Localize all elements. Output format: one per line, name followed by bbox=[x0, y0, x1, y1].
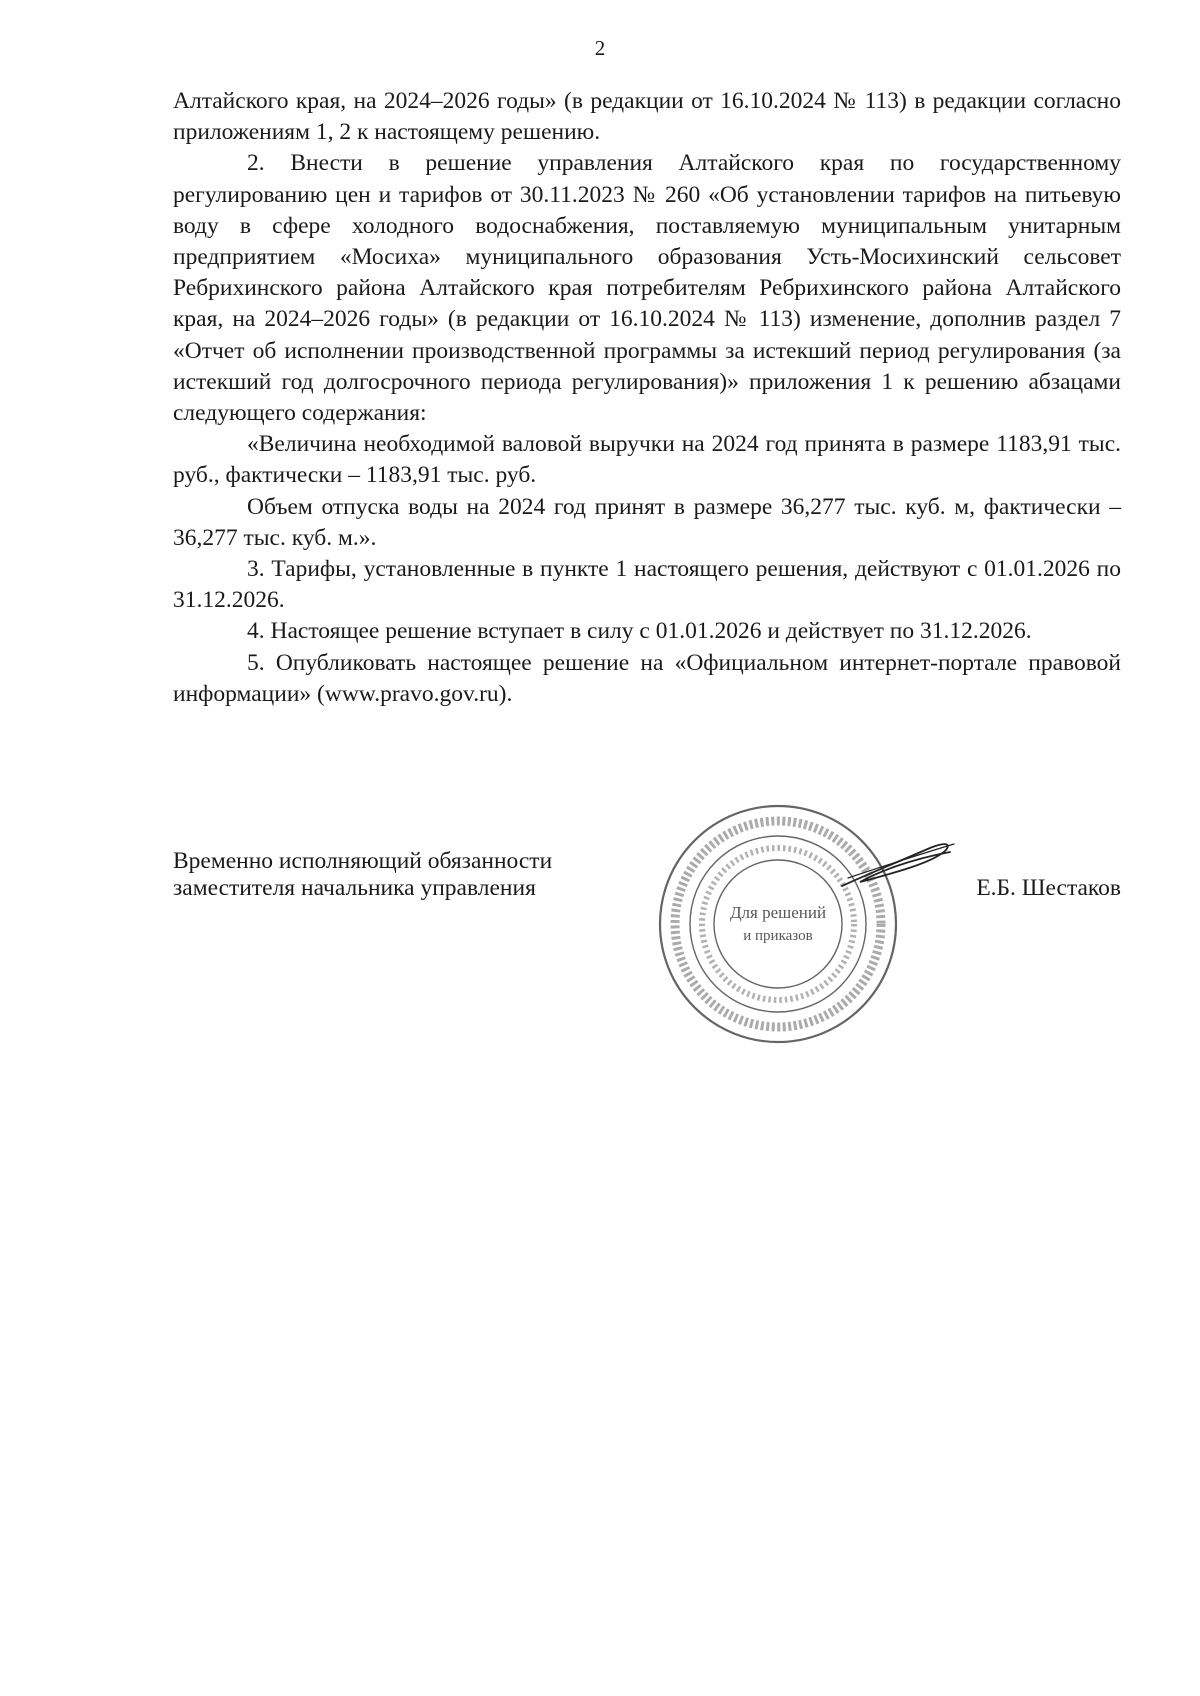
stamp-center-line-2: и приказов bbox=[743, 928, 813, 944]
position-line-2: заместителя начальника управления bbox=[173, 875, 536, 901]
stamp-center-line-1: Для решений bbox=[729, 903, 827, 922]
paragraph-2-amendment: 2. Внести в решение управления Алтайского края по государственному регулированию цен и тарифов от 30.11.2023 № 260 «Об установлении тарифов на питьевую воду в сфере холодного водоснабжения, поставляемую муниципальным унитарным предприятием «Мосиха» муниципального образования Усть-Мосихинский сельсовет Ребрихинского района Алтайского края потребителям Ребрихинского района Алтайского края, на 2024–2026 годы» (в редакции от 16.10.2024 № 113) изменение, дополнив раздел 7 «Отчет об исполнении производственной программы за истекший период регулирования (за истекший год долгосрочного периода регулирования)» приложения 1 к решению абзацами следующего содержания: bbox=[173, 150, 1121, 427]
position-line-1: Временно исполняющий обязанности bbox=[173, 848, 553, 874]
paragraph-5-publish: 5. Опубликовать настоящее решение на «Официальном интернет-портале правовой информации» (www.pravo.gov.ru). bbox=[173, 649, 1121, 707]
document-body bbox=[173, 86, 1121, 710]
signatory-name: Е.Б. Шестаков bbox=[976, 875, 1121, 901]
paragraph-water-volume: Объем отпуска воды на 2024 год принят в размере 36,277 тыс. куб. м, фактически – 36,277 тыс. куб. м.». bbox=[173, 493, 1121, 551]
signatory-position bbox=[173, 848, 552, 902]
paragraph-4-effective: 4. Настоящее решение вступает в силу с 01.01.2026 и действует по 31.12.2026. bbox=[247, 618, 1032, 645]
stamp-inner-ring bbox=[714, 860, 842, 988]
handwritten-signature bbox=[838, 838, 958, 898]
paragraph-revenue: «Величина необходимой валовой выручки на 2024 год принята в размере 1183,91 тыс. руб., фактически – 1183,91 тыс. руб. bbox=[173, 431, 1121, 489]
paragraph-1-continuation: Алтайского края, на 2024–2026 годы» (в редакции от 16.10.2024 № 113) в редакции согласно приложениям 1, 2 к настоящему решению. bbox=[173, 88, 1121, 146]
page-number: 2 bbox=[594, 36, 606, 60]
paragraph-3-tariffs: 3. Тарифы, установленные в пункте 1 настоящего решения, действуют с 01.01.2026 по 31.12.2026. bbox=[173, 556, 1121, 614]
